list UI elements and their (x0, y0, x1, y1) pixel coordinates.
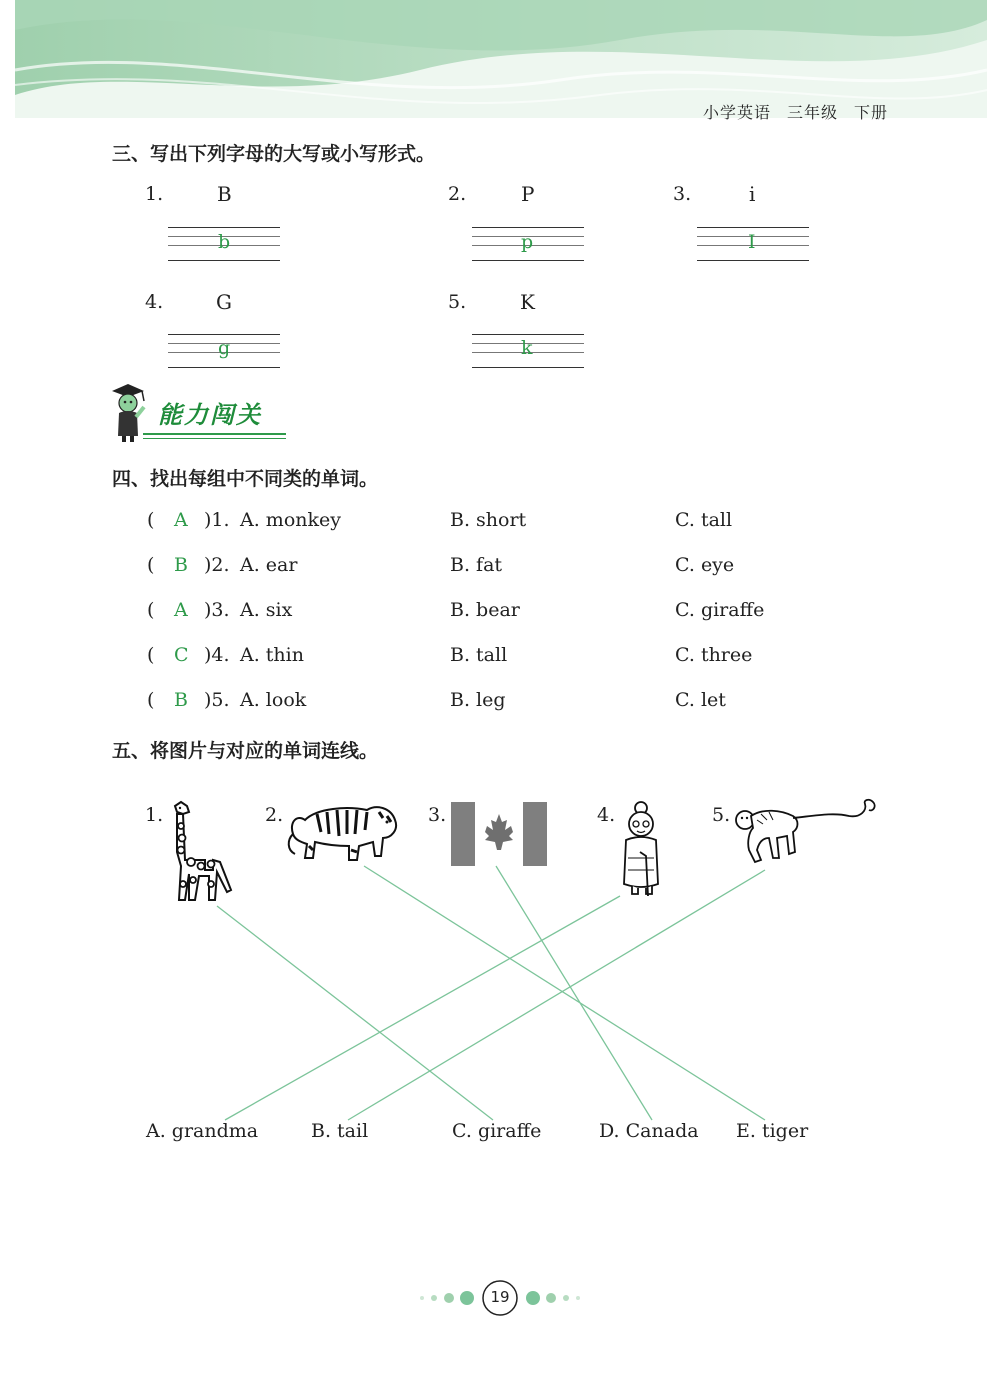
s3-item5-answer: k (521, 337, 533, 359)
grandma-icon (616, 800, 666, 896)
s4-row5-option-c: C. let (675, 689, 726, 711)
s5-pic3-num: 3. (428, 804, 447, 826)
s5-pic5-num: 5. (712, 804, 731, 826)
s3-item4-answer: g (218, 337, 231, 359)
s3-item2-letter: P (521, 182, 535, 206)
s3-item5-num: 5. (448, 291, 467, 313)
s3-item2-answer: p (521, 231, 534, 253)
s4-row2-num: )2. (204, 554, 230, 576)
s3-item1-num: 1. (145, 183, 164, 205)
s3-item3-num: 3. (673, 183, 692, 205)
s3-item1-letter: B (217, 182, 232, 206)
section5-title: 五、将图片与对应的单词连线。 (112, 740, 379, 762)
s4-row1-open-paren: ( (147, 509, 155, 531)
s4-row4-option-c: C. three (675, 644, 753, 666)
s4-row4-answer: C (174, 644, 189, 666)
s5-word-c: C. giraffe (452, 1120, 542, 1142)
canada-flag-icon (451, 802, 547, 866)
s4-row1-option-b: B. short (450, 509, 527, 531)
s3-item2-num: 2. (448, 183, 467, 205)
s3-item4-num: 4. (145, 291, 164, 313)
s4-row5-open-paren: ( (147, 689, 155, 711)
s5-pic1-num: 1. (145, 804, 164, 826)
s5-word-d: D. Canada (599, 1120, 699, 1142)
graduate-mascot-icon (108, 381, 148, 443)
s4-row2-option-b: B. fat (450, 554, 503, 576)
badge-title: 能力闯关 (158, 401, 262, 429)
s5-pic4-num: 4. (597, 804, 616, 826)
s5-pic2-num: 2. (265, 804, 284, 826)
giraffe-icon (165, 800, 240, 905)
s5-word-e: E. tiger (736, 1120, 809, 1142)
s4-row5-answer: B (174, 689, 188, 711)
s4-row4-option-a: A. thin (240, 644, 304, 666)
s4-row3-option-b: B. bear (450, 599, 520, 621)
section3-title: 三、写出下列字母的大写或小写形式。 (112, 143, 436, 165)
badge-underline-2 (143, 438, 286, 439)
tiger-icon (287, 800, 399, 866)
s5-word-b: B. tail (311, 1120, 369, 1142)
page-number: 19 (490, 1288, 510, 1306)
s4-row1-answer: A (174, 509, 188, 531)
s4-row3-option-c: C. giraffe (675, 599, 765, 621)
s3-item1-answer: b (218, 231, 231, 253)
s5-word-a: A. grandma (146, 1120, 259, 1142)
s4-row5-option-a: A. look (240, 689, 307, 711)
header-subject-line (687, 100, 888, 123)
s3-item4-letter: G (216, 290, 232, 314)
badge-underline-1 (143, 433, 286, 435)
line-canada-to-d (496, 866, 652, 1120)
s4-row3-answer: A (174, 599, 188, 621)
s4-row4-num: )4. (204, 644, 230, 666)
s4-row1-option-c: C. tall (675, 509, 733, 531)
line-grandma-to-a (225, 896, 620, 1120)
header-grade: 三年级 (786, 103, 838, 122)
s4-row5-num: )5. (204, 689, 230, 711)
header-volume: 下册 (853, 103, 888, 122)
s4-row2-open-paren: ( (147, 554, 155, 576)
line-monkey-to-b (348, 870, 765, 1120)
s4-row1-num: )1. (204, 509, 230, 531)
s4-row4-open-paren: ( (147, 644, 155, 666)
s4-row2-option-a: A. ear (240, 554, 298, 576)
line-giraffe-to-c (217, 906, 493, 1120)
s4-row1-option-a: A. monkey (240, 509, 341, 531)
header-subject: 小学英语 (702, 103, 771, 122)
s4-row3-num: )3. (204, 599, 230, 621)
s4-row3-open-paren: ( (147, 599, 155, 621)
s4-row4-option-b: B. tall (450, 644, 508, 666)
s4-row5-option-b: B. leg (450, 689, 506, 711)
s3-item3-answer: I (748, 231, 756, 253)
s3-item5-letter: K (520, 290, 535, 314)
line-tiger-to-e (364, 866, 765, 1120)
s4-row2-option-c: C. eye (675, 554, 735, 576)
s3-item3-letter: i (749, 182, 756, 206)
monkey-icon (733, 798, 879, 868)
s4-row3-option-a: A. six (240, 599, 293, 621)
s4-row2-answer: B (174, 554, 188, 576)
section4-title: 四、找出每组中不同类的单词。 (112, 468, 379, 490)
